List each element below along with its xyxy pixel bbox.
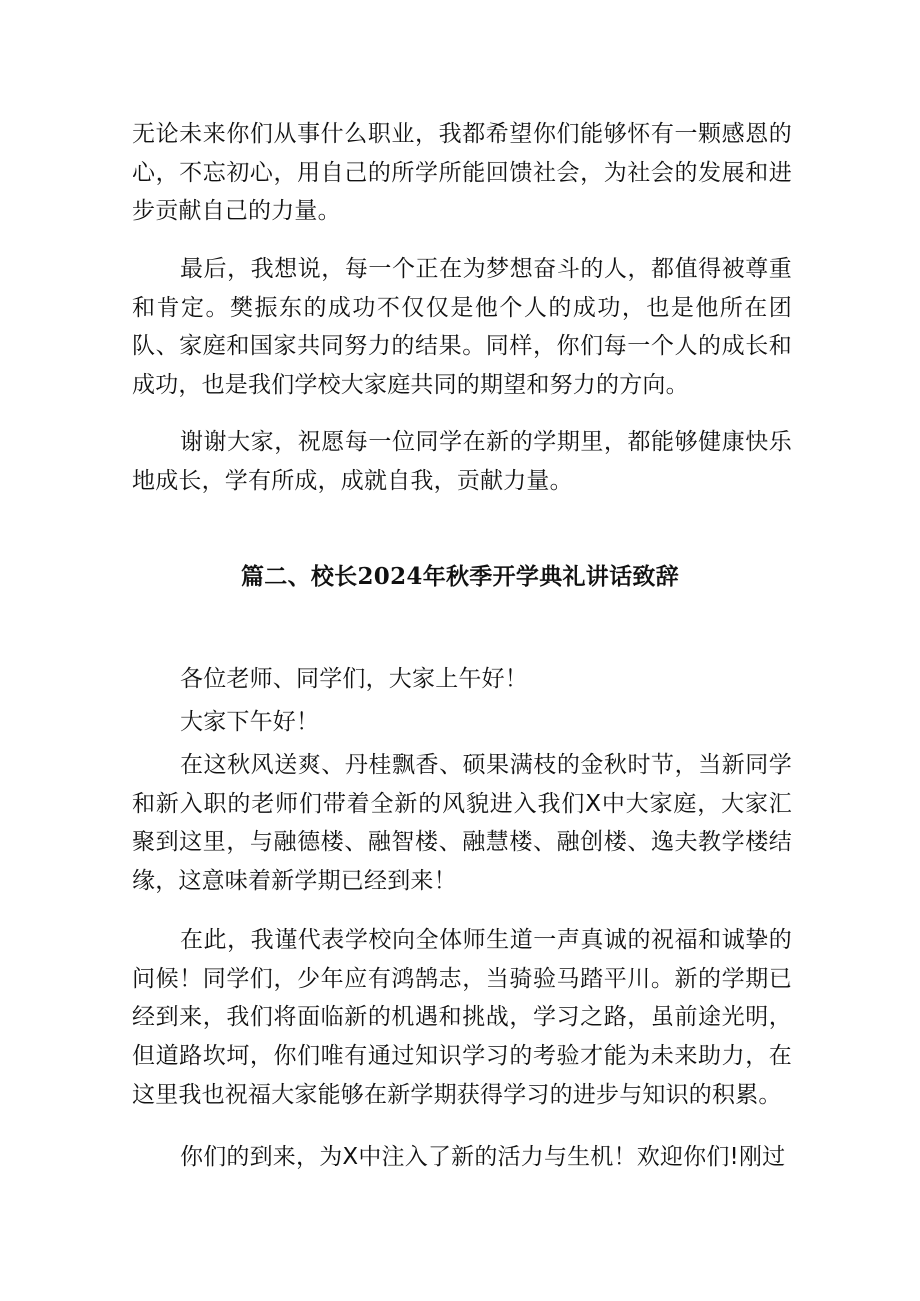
paragraph-greeting-afternoon: 大家下午好！ [180,709,320,735]
paragraph-welcome: 你们的到来，为X中注入了新的活力与生机！欢迎你们!刚过 [180,1144,786,1170]
paragraph-gratitude: 无论未来你们从事什么职业，我都希望你们能够怀有一颗感恩的心，不忘初心，用自己的所学所能回馈社会，为社会的发展和进步贡献自己的力量。 [132,121,792,225]
section-heading: 篇二、校长2024年秋季开学典礼讲话致辞 [240,563,679,590]
paragraph-greeting-morning: 各位老师、同学们，大家上午好！ [180,666,528,692]
paragraph-regards: 在此，我谨代表学校向全体师生道一声真诚的祝福和诚挚的问候！同学们，少年应有鸿鹄志，当骑验马踏平川。新的学期已经到来，我们将面临新的机遇和挑战，学习之路，虽前途光明，但道路坎坷，你们唯有通过知识学习的考验才能为未来助力，在这里我也祝福大家能够在新学期获得学习的进步与知识的积累。 [132,927,792,1108]
paragraph-autumn: 在这秋风送爽、丹桂飘香、硕果满枝的金秋时节，当新同学和新入职的老师们带着全新的风貌进入我们X中大家庭，大家汇聚到这里，与融德楼、融智楼、融慧楼、融创楼、逸夫教学楼结缘，这意味着新学期已经到来！ [132,752,792,895]
paragraph-thanks: 谢谢大家，祝愿每一位同学在新的学期里，都能够健康快乐地成长，学有所成，成就自我，贡献力量。 [132,429,792,494]
paragraph-finally: 最后，我想说，每一个正在为梦想奋斗的人，都值得被尊重和肯定。樊振东的成功不仅仅是他个人的成功，也是他所在团队、家庭和国家共同努力的结果。同样，你们每一个人的成长和成功，也是我们学校大家庭共同的期望和努力的方向。 [132,256,792,399]
